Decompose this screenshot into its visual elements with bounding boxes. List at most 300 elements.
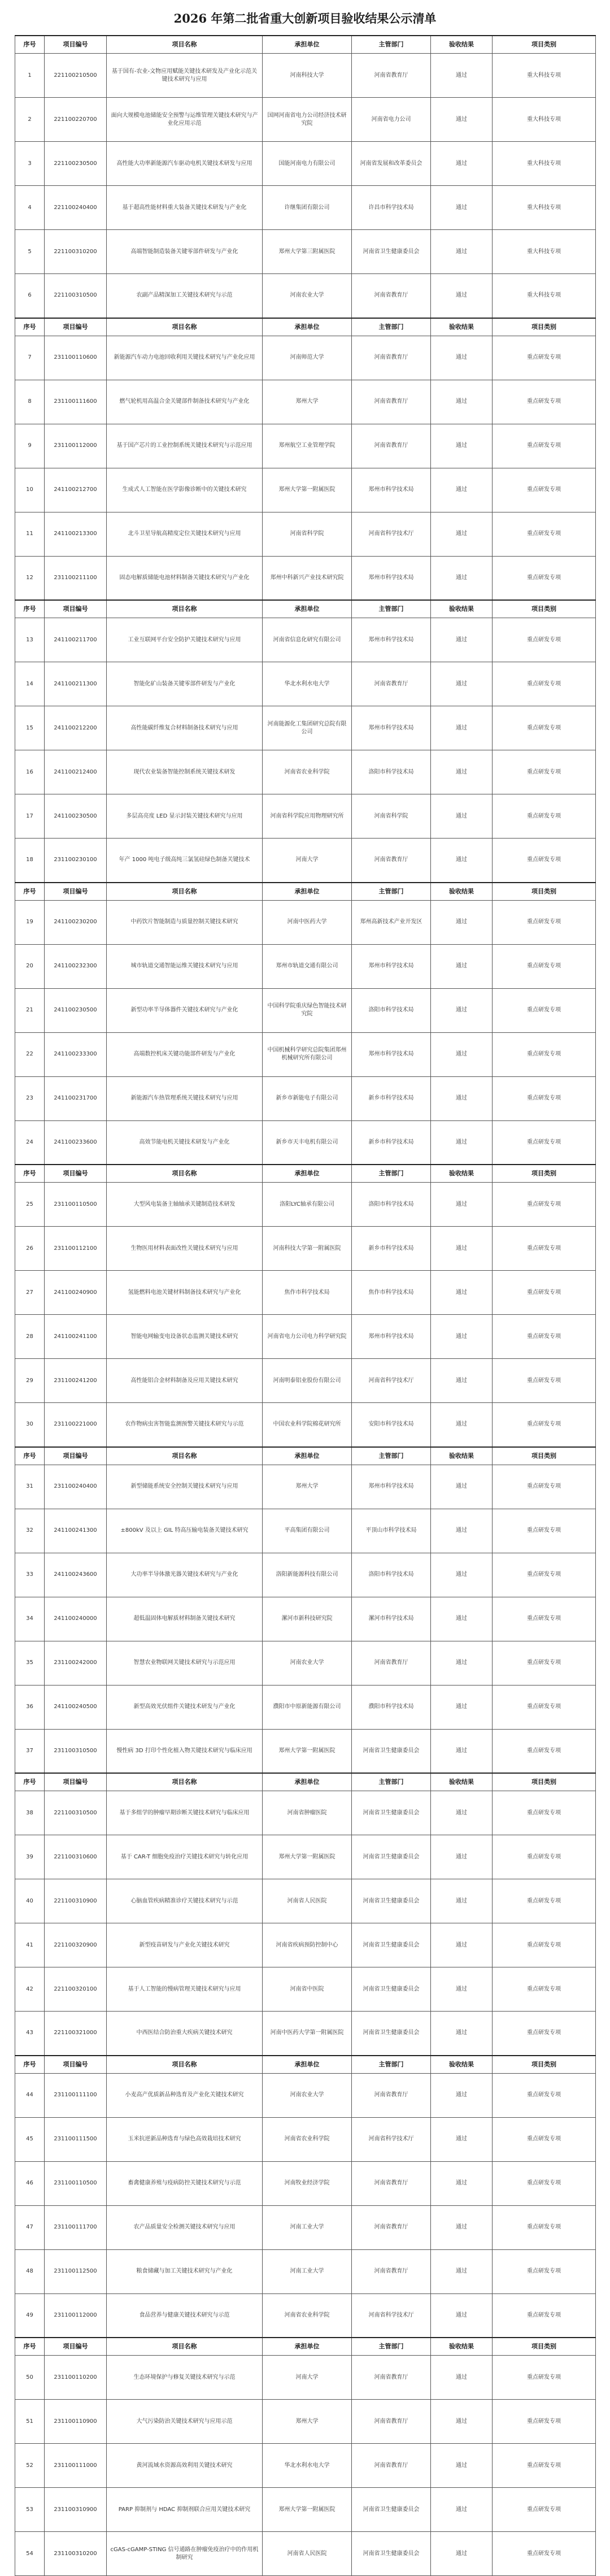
cell-unit: 新乡市天丰电机有限公司	[263, 1120, 352, 1165]
cell-result: 通过	[431, 186, 493, 230]
cell-department: 河南省教育厅	[352, 2400, 431, 2444]
cell-project-id: 231100310500	[45, 1729, 107, 1773]
cell-project-id: 241100230200	[45, 900, 107, 944]
table-row	[15, 380, 596, 424]
cell-category: 重点研发专项	[493, 1227, 596, 1271]
header-category: 项目类别	[493, 600, 596, 618]
cell-index: 3	[15, 142, 45, 186]
cell-unit: 河南中医药大学第一附属医院	[263, 2012, 352, 2056]
cell-category: 重点研发专项	[493, 944, 596, 988]
header-result: 验收结果	[431, 2338, 493, 2356]
header-department: 主管部门	[352, 2338, 431, 2356]
table-row	[15, 1685, 596, 1729]
cell-project-name: 大功率半导体激光器关键技术研究与产业化	[107, 1553, 263, 1597]
header-department: 主管部门	[352, 36, 431, 54]
table-row	[15, 1923, 596, 1967]
cell-index: 26	[15, 1227, 45, 1271]
cell-unit: 河南师范大学	[263, 336, 352, 380]
cell-department: 安阳市科学技术局	[352, 1403, 431, 1447]
cell-index: 18	[15, 839, 45, 883]
cell-category: 重点研发专项	[493, 1967, 596, 2012]
cell-category: 重大科技专项	[493, 186, 596, 230]
cell-project-name: 基于 CAR-T 细胞免疫治疗关键技术研究与转化应用	[107, 1835, 263, 1879]
cell-project-id: 221100310600	[45, 1835, 107, 1879]
cell-index: 7	[15, 336, 45, 380]
table-row	[15, 2488, 596, 2532]
cell-category: 重点研发专项	[493, 662, 596, 706]
cell-category: 重点研发专项	[493, 1120, 596, 1165]
cell-unit: 河南省农业科学院	[263, 2293, 352, 2338]
cell-department: 河南省卫生健康委员会	[352, 1879, 431, 1923]
cell-project-name: 高性能碳纤维复合材料制备技术研究与应用	[107, 706, 263, 750]
table-row	[15, 142, 596, 186]
table-header-row	[15, 2056, 596, 2074]
cell-index: 34	[15, 1597, 45, 1641]
cell-result: 通过	[431, 1271, 493, 1315]
cell-project-id: 241100241300	[45, 1509, 107, 1553]
cell-department: 河南省科学技术厅	[352, 2117, 431, 2161]
header-department: 主管部门	[352, 883, 431, 901]
cell-department: 河南省卫生健康委员会	[352, 1967, 431, 2012]
table-row	[15, 1729, 596, 1773]
cell-department: 河南省电力公司	[352, 98, 431, 142]
cell-category: 重点研发专项	[493, 2012, 596, 2056]
cell-department: 洛阳市科学技术局	[352, 750, 431, 794]
cell-unit: 河南省肿瘤医院	[263, 1791, 352, 1835]
cell-index: 45	[15, 2117, 45, 2161]
cell-unit: 河南农业大学	[263, 2073, 352, 2117]
cell-project-id: 241100243600	[45, 1553, 107, 1597]
cell-department: 河南省教育厅	[352, 2205, 431, 2249]
cell-department: 新乡市科学技术局	[352, 1120, 431, 1165]
header-department: 主管部门	[352, 1447, 431, 1465]
table-header-row	[15, 36, 596, 54]
table-row	[15, 1553, 596, 1597]
header-index: 序号	[15, 883, 45, 901]
table-row	[15, 1227, 596, 1271]
cell-category: 重点研发专项	[493, 706, 596, 750]
cell-result: 通过	[431, 2205, 493, 2249]
cell-unit: 郑州大学	[263, 380, 352, 424]
cell-result: 通过	[431, 2073, 493, 2117]
cell-project-id: 241100232300	[45, 944, 107, 988]
header-department: 主管部门	[352, 600, 431, 618]
cell-project-id: 241100213300	[45, 512, 107, 556]
cell-index: 30	[15, 1403, 45, 1447]
header-category: 项目类别	[493, 883, 596, 901]
cell-project-name: 粮食储藏与加工关键技术研究与产业化	[107, 2249, 263, 2293]
header-project-id: 项目编号	[45, 600, 107, 618]
cell-category: 重点研发专项	[493, 1835, 596, 1879]
cell-department: 河南省教育厅	[352, 2161, 431, 2205]
cell-index: 51	[15, 2400, 45, 2444]
cell-project-name: 基于国有-农业-文物应用赋能关键技术研发及产业化示范关键技术研究与应用	[107, 54, 263, 98]
cell-result: 通过	[431, 1359, 493, 1403]
cell-project-name: 小麦高产优质新品种选育及产业化关键技术研究	[107, 2073, 263, 2117]
cell-unit: 郑州中科新兴产业技术研究院	[263, 556, 352, 600]
table-row	[15, 2532, 596, 2576]
cell-project-name: 大气污染防治关键技术研究与应用示范	[107, 2400, 263, 2444]
header-category: 项目类别	[493, 2338, 596, 2356]
cell-project-id: 241100212700	[45, 468, 107, 512]
cell-index: 46	[15, 2161, 45, 2205]
cell-category: 重点研发专项	[493, 1359, 596, 1403]
cell-department: 河南省发展和改革委员会	[352, 142, 431, 186]
cell-department: 河南省卫生健康委员会	[352, 1729, 431, 1773]
cell-result: 通过	[431, 2117, 493, 2161]
cell-result: 通过	[431, 1076, 493, 1120]
cell-category: 重点研发专项	[493, 2488, 596, 2532]
cell-project-name: 智能电网输变电设备状态监测关键技术研究	[107, 1315, 263, 1359]
cell-project-name: 年产 1000 吨电子级高纯三氯氢硅绿色制备关键技术	[107, 839, 263, 883]
cell-unit: 河南省科学院应用物理研究所	[263, 794, 352, 839]
cell-index: 40	[15, 1879, 45, 1923]
table-row	[15, 1597, 596, 1641]
cell-index: 15	[15, 706, 45, 750]
cell-index: 19	[15, 900, 45, 944]
header-category: 项目类别	[493, 1773, 596, 1791]
cell-department: 河南省卫生健康委员会	[352, 1923, 431, 1967]
cell-unit: 河南省科学院	[263, 512, 352, 556]
cell-department: 河南省教育厅	[352, 336, 431, 380]
cell-project-id: 231100110600	[45, 336, 107, 380]
table-row	[15, 2293, 596, 2338]
cell-index: 11	[15, 512, 45, 556]
cell-department: 河南省科学院	[352, 794, 431, 839]
cell-unit: 河南省人民医院	[263, 1879, 352, 1923]
cell-result: 通过	[431, 336, 493, 380]
header-unit: 承担单位	[263, 1447, 352, 1465]
header-project-id: 项目编号	[45, 2338, 107, 2356]
cell-unit: 华北水利水电大学	[263, 662, 352, 706]
cell-result: 通过	[431, 1685, 493, 1729]
cell-project-name: 新能源汽车动力电池回收利用关键技术研究与产业化应用	[107, 336, 263, 380]
cell-department: 郑州高新技术产业开发区	[352, 900, 431, 944]
cell-result: 通过	[431, 988, 493, 1032]
cell-category: 重点研发专项	[493, 2444, 596, 2488]
header-index: 序号	[15, 1447, 45, 1465]
cell-category: 重大科技专项	[493, 230, 596, 274]
cell-project-id: 241100212400	[45, 750, 107, 794]
table-row	[15, 2249, 596, 2293]
header-project-id: 项目编号	[45, 1447, 107, 1465]
cell-category: 重点研发专项	[493, 2117, 596, 2161]
cell-project-name: PARP 抑制剂与 HDAC 抑制剂联合应用关键技术研究	[107, 2488, 263, 2532]
table-row	[15, 750, 596, 794]
cell-project-name: 大型风电装备主轴轴承关键制造技术研发	[107, 1183, 263, 1227]
cell-project-id: 231100241200	[45, 1359, 107, 1403]
cell-category: 重点研发专项	[493, 900, 596, 944]
cell-category: 重点研发专项	[493, 2205, 596, 2249]
cell-category: 重点研发专项	[493, 1076, 596, 1120]
header-result: 验收结果	[431, 2056, 493, 2074]
cell-category: 重点研发专项	[493, 468, 596, 512]
table-header-row	[15, 1773, 596, 1791]
cell-project-name: 农作物病虫害智能监测预警关键技术研究与示范	[107, 1403, 263, 1447]
cell-index: 12	[15, 556, 45, 600]
cell-department: 河南省卫生健康委员会	[352, 2012, 431, 2056]
cell-project-name: 慢性病 3D 打印个性化植入物关键技术研究与临床应用	[107, 1729, 263, 1773]
cell-category: 重点研发专项	[493, 1183, 596, 1227]
cell-unit: 郑州大学第三附属医院	[263, 230, 352, 274]
cell-project-id: 231100111100	[45, 2073, 107, 2117]
cell-result: 通过	[431, 1183, 493, 1227]
cell-result: 通过	[431, 794, 493, 839]
header-unit: 承担单位	[263, 318, 352, 336]
table-row	[15, 1271, 596, 1315]
cell-department: 郑州市科学技术局	[352, 468, 431, 512]
cell-index: 8	[15, 380, 45, 424]
header-unit: 承担单位	[263, 883, 352, 901]
cell-project-name: 城市轨道交通智能运维关键技术研究与应用	[107, 944, 263, 988]
header-unit: 承担单位	[263, 600, 352, 618]
cell-index: 31	[15, 1465, 45, 1509]
cell-result: 通过	[431, 274, 493, 318]
cell-unit: 河南省中医院	[263, 1967, 352, 2012]
cell-result: 通过	[431, 1879, 493, 1923]
cell-result: 通过	[431, 1967, 493, 2012]
cell-result: 通过	[431, 424, 493, 468]
cell-project-name: 生成式人工智能在医学影像诊断中的关键技术研究	[107, 468, 263, 512]
table-row	[15, 2073, 596, 2117]
cell-unit: 郑州大学第一附属医院	[263, 1835, 352, 1879]
table-row	[15, 336, 596, 380]
cell-category: 重点研发专项	[493, 424, 596, 468]
cell-result: 通过	[431, 1597, 493, 1641]
header-index: 序号	[15, 1773, 45, 1791]
cell-project-id: 231100310200	[45, 2532, 107, 2576]
table-row	[15, 274, 596, 318]
cell-result: 通过	[431, 1553, 493, 1597]
table-row	[15, 1835, 596, 1879]
table-header-row	[15, 318, 596, 336]
table-header-row	[15, 2338, 596, 2356]
cell-unit: 中国科学院重庆绿色智能技术研究院	[263, 988, 352, 1032]
cell-project-name: 心脑血管疾病精准诊疗关键技术研究与示范	[107, 1879, 263, 1923]
cell-project-name: 基于超高性能材料重大装备关键技术研发与产业化	[107, 186, 263, 230]
cell-department: 河南省教育厅	[352, 2356, 431, 2400]
table-header-row	[15, 1447, 596, 1465]
table-row	[15, 512, 596, 556]
cell-unit: 河南省电力公司电力科学研究院	[263, 1315, 352, 1359]
cell-result: 通过	[431, 2400, 493, 2444]
header-project-name: 项目名称	[107, 1773, 263, 1791]
results-table	[15, 35, 596, 2576]
cell-department: 河南省卫生健康委员会	[352, 1835, 431, 1879]
cell-project-id: 241100231700	[45, 1076, 107, 1120]
cell-unit: 洛阳LYC轴承有限公司	[263, 1183, 352, 1227]
header-project-id: 项目编号	[45, 1773, 107, 1791]
header-result: 验收结果	[431, 318, 493, 336]
table-row	[15, 1967, 596, 2012]
cell-category: 重大科技专项	[493, 142, 596, 186]
cell-project-id: 231100110500	[45, 2161, 107, 2205]
cell-category: 重点研发专项	[493, 1923, 596, 1967]
cell-project-name: 新型储能系统安全控制关键技术研究与应用	[107, 1465, 263, 1509]
cell-result: 通过	[431, 2249, 493, 2293]
table-row	[15, 1315, 596, 1359]
header-project-id: 项目编号	[45, 2056, 107, 2074]
cell-category: 重点研发专项	[493, 1729, 596, 1773]
cell-department: 河南省教育厅	[352, 662, 431, 706]
cell-category: 重点研发专项	[493, 1685, 596, 1729]
cell-project-name: 智能化矿山装备关键零部件研发与产业化	[107, 662, 263, 706]
cell-project-id: 231100110900	[45, 2400, 107, 2444]
cell-category: 重点研发专项	[493, 2161, 596, 2205]
cell-index: 50	[15, 2356, 45, 2400]
header-project-name: 项目名称	[107, 2056, 263, 2074]
cell-department: 郑州市科学技术局	[352, 556, 431, 600]
cell-project-id: 241100211300	[45, 662, 107, 706]
cell-project-id: 231100110500	[45, 1183, 107, 1227]
cell-project-id: 241100230500	[45, 794, 107, 839]
table-row	[15, 98, 596, 142]
cell-department: 河南省教育厅	[352, 54, 431, 98]
cell-index: 29	[15, 1359, 45, 1403]
cell-department: 河南省卫生健康委员会	[352, 2488, 431, 2532]
cell-category: 重点研发专项	[493, 1032, 596, 1076]
cell-unit: 河南农业大学	[263, 1641, 352, 1685]
table-row	[15, 618, 596, 662]
cell-index: 54	[15, 2532, 45, 2576]
cell-index: 13	[15, 618, 45, 662]
cell-project-name: 新型高效光伏组件关键技术研发与产业化	[107, 1685, 263, 1729]
cell-unit: 河南省信息化研究有限公司	[263, 618, 352, 662]
cell-project-id: 221100310500	[45, 274, 107, 318]
cell-unit: 国能河南电力有限公司	[263, 142, 352, 186]
cell-project-id: 241100233300	[45, 1032, 107, 1076]
cell-index: 27	[15, 1271, 45, 1315]
cell-index: 49	[15, 2293, 45, 2338]
header-department: 主管部门	[352, 1773, 431, 1791]
cell-index: 9	[15, 424, 45, 468]
cell-unit: 焦作市科学技术局	[263, 1271, 352, 1315]
cell-result: 通过	[431, 1641, 493, 1685]
cell-department: 洛阳市科学技术局	[352, 1183, 431, 1227]
cell-category: 重点研发专项	[493, 618, 596, 662]
cell-project-name: 新型功率半导体器件关键技术研究与产业化	[107, 988, 263, 1032]
cell-project-id: 231100110200	[45, 2356, 107, 2400]
cell-category: 重点研发专项	[493, 988, 596, 1032]
header-category: 项目类别	[493, 1165, 596, 1183]
cell-result: 通过	[431, 1465, 493, 1509]
cell-unit: 河南中医药大学	[263, 900, 352, 944]
cell-category: 重点研发专项	[493, 2249, 596, 2293]
table-row	[15, 1465, 596, 1509]
cell-project-name: 现代农业装备智能控制系统关键技术研发	[107, 750, 263, 794]
header-category: 项目类别	[493, 36, 596, 54]
table-row	[15, 900, 596, 944]
cell-result: 通过	[431, 1835, 493, 1879]
cell-category: 重点研发专项	[493, 2400, 596, 2444]
cell-department: 濮阳市科学技术局	[352, 1685, 431, 1729]
header-category: 项目类别	[493, 1447, 596, 1465]
table-row	[15, 2012, 596, 2056]
cell-result: 通过	[431, 380, 493, 424]
cell-unit: 河南省人民医院	[263, 2532, 352, 2576]
cell-department: 郑州市科学技术局	[352, 944, 431, 988]
table-row	[15, 1032, 596, 1076]
cell-department: 河南省科学技术厅	[352, 1359, 431, 1403]
header-department: 主管部门	[352, 318, 431, 336]
cell-unit: 许继集团有限公司	[263, 186, 352, 230]
cell-department: 洛阳市科学技术局	[352, 1553, 431, 1597]
cell-department: 郑州市科学技术局	[352, 1032, 431, 1076]
cell-project-name: 氢能燃料电池关键材料制备技术研究与产业化	[107, 1271, 263, 1315]
cell-project-name: 北斗卫星导航高精度定位关键技术研究与应用	[107, 512, 263, 556]
table-row	[15, 2400, 596, 2444]
cell-project-name: 基于人工智能的慢病管理关键技术研究与应用	[107, 1967, 263, 2012]
cell-unit: 河南大学	[263, 2356, 352, 2400]
cell-result: 通过	[431, 1032, 493, 1076]
cell-department: 新乡市科学技术局	[352, 1227, 431, 1271]
cell-department: 河南省教育厅	[352, 2073, 431, 2117]
cell-result: 通过	[431, 2488, 493, 2532]
table-row	[15, 54, 596, 98]
cell-unit: 国网河南省电力公司经济技术研究院	[263, 98, 352, 142]
table-row	[15, 706, 596, 750]
cell-result: 通过	[431, 900, 493, 944]
table-row	[15, 1076, 596, 1120]
cell-index: 16	[15, 750, 45, 794]
cell-index: 28	[15, 1315, 45, 1359]
cell-project-id: 231100112000	[45, 424, 107, 468]
cell-index: 39	[15, 1835, 45, 1879]
header-project-name: 项目名称	[107, 1447, 263, 1465]
header-index: 序号	[15, 600, 45, 618]
cell-result: 通过	[431, 1315, 493, 1359]
table-row	[15, 1403, 596, 1447]
header-project-id: 项目编号	[45, 1165, 107, 1183]
cell-project-name: 生物医用材料表面改性关键技术研究与应用	[107, 1227, 263, 1271]
cell-category: 重点研发专项	[493, 2073, 596, 2117]
cell-project-id: 221100210500	[45, 54, 107, 98]
cell-department: 河南省教育厅	[352, 2444, 431, 2488]
header-project-name: 项目名称	[107, 883, 263, 901]
cell-category: 重大科技专项	[493, 98, 596, 142]
cell-department: 郑州市科学技术局	[352, 706, 431, 750]
cell-unit: 郑州大学	[263, 2400, 352, 2444]
cell-result: 通过	[431, 512, 493, 556]
cell-index: 42	[15, 1967, 45, 2012]
cell-index: 21	[15, 988, 45, 1032]
cell-category: 重点研发专项	[493, 794, 596, 839]
cell-index: 1	[15, 54, 45, 98]
cell-category: 重点研发专项	[493, 1791, 596, 1835]
cell-unit: 河南工业大学	[263, 2249, 352, 2293]
table-row	[15, 1183, 596, 1227]
cell-department: 河南省科学技术厅	[352, 512, 431, 556]
cell-project-name: 食品营养与健康关键技术研究与示范	[107, 2293, 263, 2338]
cell-unit: 郑州航空工业管理学院	[263, 424, 352, 468]
cell-project-id: 231100111700	[45, 2205, 107, 2249]
cell-result: 通过	[431, 2444, 493, 2488]
cell-category: 重点研发专项	[493, 2532, 596, 2576]
cell-project-name: 畜禽健康养殖与疫病防控关键技术研究与示范	[107, 2161, 263, 2205]
cell-result: 通过	[431, 2012, 493, 2056]
cell-unit: 河南大学	[263, 839, 352, 883]
cell-category: 重大科技专项	[493, 54, 596, 98]
cell-result: 通过	[431, 750, 493, 794]
table-row	[15, 468, 596, 512]
cell-index: 2	[15, 98, 45, 142]
cell-project-id: 221100320100	[45, 1967, 107, 2012]
cell-project-name: 生态环境保护与修复关键技术研究与示范	[107, 2356, 263, 2400]
cell-project-name: 新型疫苗研发与产业化关键技术研究	[107, 1923, 263, 1967]
cell-project-id: 231100112500	[45, 2249, 107, 2293]
table-row	[15, 2444, 596, 2488]
table-row	[15, 1791, 596, 1835]
